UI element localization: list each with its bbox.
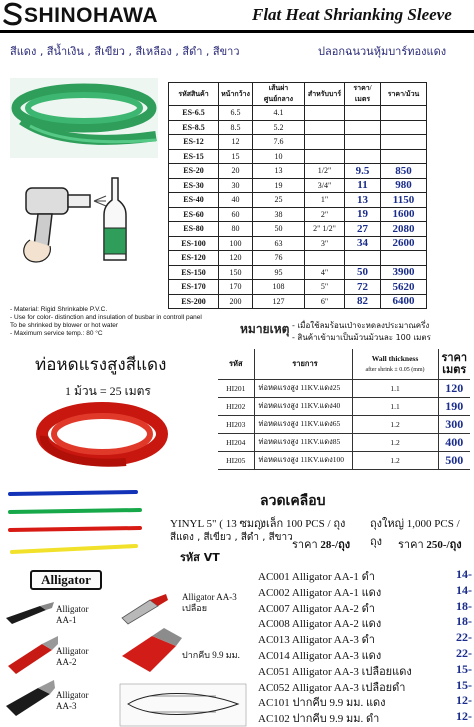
cell-price: 72 [345, 280, 381, 295]
cell-price [345, 251, 381, 266]
cell-width: 6.5 [219, 106, 253, 121]
cell-roll: 850 [381, 164, 427, 179]
hv-tube-table [218, 349, 470, 470]
cell-bus: 1/2" [305, 164, 345, 179]
cell-item: ท่อหดแรงสูง 11KV.แดง85 [254, 433, 352, 451]
cell-bus: 5" [305, 280, 345, 295]
item-price: 15- [456, 677, 472, 692]
cell-bus [305, 135, 345, 150]
cell-dia: 25 [253, 193, 305, 208]
list-item [258, 693, 472, 709]
cell-bus [305, 149, 345, 164]
cell-bus [305, 120, 345, 135]
list-item [258, 599, 472, 615]
cell-dia: 63 [253, 236, 305, 251]
cell-code: ES-8.5 [169, 120, 219, 135]
price-value: 250-/ถุง [426, 539, 462, 551]
note-line: - Use for color- distinction and insulation of busbar in controll panel [10, 314, 202, 321]
cell-code: ES-30 [169, 178, 219, 193]
col-price-meter-header: ราคา/เมตร [345, 83, 381, 106]
cell-width: 20 [219, 164, 253, 179]
cell-width: 200 [219, 294, 253, 309]
cell-code: HI201 [218, 379, 254, 397]
wire-code: รหัส VT [180, 551, 220, 564]
cell-width: 100 [219, 236, 253, 251]
label-aa3: Alligator AA-3 [56, 690, 89, 711]
cell-price: 120 [438, 379, 470, 397]
cell-roll [381, 251, 427, 266]
item-name: AC008 Alligator AA-2 แดง [258, 618, 382, 631]
cell-dia: 19 [253, 178, 305, 193]
remark-line: - สินค้าเข้ามาเป็นม้วนม้วนละ 100 เมตร [292, 333, 431, 342]
cell-price: 82 [345, 294, 381, 309]
cell-roll: 5620 [381, 280, 427, 295]
cell-code: ES-40 [169, 193, 219, 208]
brand-name: SHINOHAWA [24, 4, 159, 27]
cell-code: ES-100 [169, 236, 219, 251]
cell-roll: 1600 [381, 207, 427, 222]
label-aa1: Alligator AA-1 [56, 604, 89, 625]
cell-dia: 76 [253, 251, 305, 266]
item-price: 12- [456, 693, 472, 708]
cell-roll [381, 106, 427, 121]
remark-lines [292, 320, 431, 344]
list-item [258, 662, 472, 678]
item-name: AC051 Alligator AA-3 เปลือยแดง [258, 665, 412, 678]
sleeve-colors: สีแดง , สีน้ำเงิน , สีเขียว , สีเหลือง , สีดำ , สีขาว [10, 45, 240, 58]
item-name: AC052 Alligator AA-3 เปลือยดำ [258, 681, 406, 694]
cell-code: HI204 [218, 433, 254, 451]
cell-wall: 1.2 [352, 451, 438, 469]
cell-price: 27 [345, 222, 381, 237]
cell-dia: 7.6 [253, 135, 305, 150]
enamel-wire-title: ลวดเคลือบ [260, 493, 326, 509]
cell-roll [381, 120, 427, 135]
cell-price: 11 [345, 178, 381, 193]
table-row [218, 433, 470, 451]
cell-item: ท่อหดแรงสูง 11KV.แดง65 [254, 415, 352, 433]
cell-price: 400 [438, 433, 470, 451]
table-row [218, 415, 470, 433]
heat-gun-illustration [12, 170, 142, 274]
table-row [169, 106, 427, 121]
remark-label: หมายเหตุ [240, 322, 290, 336]
label-aa2: Alligator AA-2 [56, 646, 89, 667]
cell-price: 9.5 [345, 164, 381, 179]
list-item [258, 709, 472, 725]
cell-code: ES-200 [169, 294, 219, 309]
cell-price: 13 [345, 193, 381, 208]
red-tube-photo [36, 400, 176, 474]
cell-bus [305, 251, 345, 266]
wall-thickness-sub: after shrink ± 0.05 (mm) [365, 367, 425, 374]
cell-item: ท่อหดแรงสูง 11KV.แดง25 [254, 379, 352, 397]
cell-roll [381, 149, 427, 164]
cell-dia: 38 [253, 207, 305, 222]
list-item [258, 567, 472, 583]
item-price: 22- [456, 646, 472, 660]
cell-dia: 127 [253, 294, 305, 309]
material-notes [10, 306, 220, 338]
cell-width: 30 [219, 178, 253, 193]
cell-roll: 3900 [381, 265, 427, 280]
table-row [218, 451, 470, 469]
col-price-header: ราคา เมตร [438, 349, 470, 379]
remark-line: - เมื่อใช้ลมร้อนเป่าจะหดลงประมาณครึ่ง [292, 321, 430, 330]
cell-price: 34 [345, 236, 381, 251]
col-busbar-header: สำหรับบาร์ [305, 83, 345, 106]
label-clamp: ปากคีบ 9.9 มม. [182, 650, 240, 660]
cell-bus: 1" [305, 193, 345, 208]
cell-roll: 1150 [381, 193, 427, 208]
cell-item: ท่อหดแรงสูง 11KV.แดง100 [254, 451, 352, 469]
table-row [169, 178, 427, 193]
cell-dia: 95 [253, 265, 305, 280]
list-item [258, 630, 472, 646]
hv-tube-title: ท่อหดแรงสูงสีแดง [35, 355, 167, 375]
item-name: AC013 Alligator AA-3 ดำ [258, 634, 375, 647]
table-row [169, 120, 427, 135]
cell-code: HI202 [218, 397, 254, 415]
cell-dia: 5.2 [253, 120, 305, 135]
cell-bus: 2" 1/2" [305, 222, 345, 237]
item-name: AC007 Alligator AA-2 ดำ [258, 602, 375, 615]
cell-roll: 6400 [381, 294, 427, 309]
cell-roll: 2080 [381, 222, 427, 237]
header-divider [0, 30, 474, 33]
wall-thickness-label: Wall thickness [371, 354, 419, 364]
cell-price [345, 149, 381, 164]
cell-dia: 10 [253, 149, 305, 164]
product-title: Flat Heat Shrianking Sleeve [252, 5, 452, 24]
item-name: AC102 ปากคีบ 9.9 มม. ดำ [258, 713, 380, 726]
cell-code: HI203 [218, 415, 254, 433]
cell-width: 80 [219, 222, 253, 237]
cell-wall: 1.1 [352, 397, 438, 415]
cell-wall: 1.2 [352, 433, 438, 451]
small-bag-qty: ถุงเล็ก 100 PCS / ถุง [254, 518, 346, 530]
item-price: 18- [456, 598, 472, 613]
item-price: 12- [456, 709, 472, 724]
cell-width: 170 [219, 280, 253, 295]
table-row [169, 280, 427, 295]
cell-price: 190 [438, 397, 470, 415]
table-row [169, 236, 427, 251]
table-row [169, 265, 427, 280]
table-row [169, 135, 427, 150]
table-header-row [169, 83, 427, 106]
table-header-row [218, 349, 470, 379]
col-wall-header [352, 349, 438, 379]
wire-size: YINYL 5" ( 13 ซม. ) [170, 518, 264, 530]
cell-code: ES-6.5 [169, 106, 219, 121]
table-row [169, 164, 427, 179]
col-width-header: หน้ากว้าง [219, 83, 253, 106]
cell-price [345, 120, 381, 135]
list-item [258, 646, 472, 662]
note-line: - Maximum service temp.: 80 °C [10, 330, 103, 337]
table-row [169, 207, 427, 222]
price-label: ราคา [398, 539, 424, 551]
cell-bus: 4" [305, 265, 345, 280]
alligator-badge: Alligator [30, 570, 102, 590]
cell-price: 500 [438, 451, 470, 469]
cell-price: 19 [345, 207, 381, 222]
cell-wall: 1.2 [352, 415, 438, 433]
item-name: AC002 Alligator AA-1 แดง [258, 586, 382, 599]
cell-code: ES-170 [169, 280, 219, 295]
cell-width: 150 [219, 265, 253, 280]
cell-code: ES-12 [169, 135, 219, 150]
table-row [218, 397, 470, 415]
table-row [218, 379, 470, 397]
price-value: 28-/ถุง [320, 539, 351, 551]
cell-bus: 3" [305, 236, 345, 251]
cell-bus [305, 106, 345, 121]
cell-code: HI205 [218, 451, 254, 469]
col-code-header: รหัส [218, 349, 254, 379]
cell-roll: 980 [381, 178, 427, 193]
cell-width: 8.5 [219, 120, 253, 135]
cell-roll [381, 135, 427, 150]
cell-dia: 4.1 [253, 106, 305, 121]
item-price: 18- [456, 614, 472, 629]
green-sleeve-photo [10, 78, 158, 162]
cell-code: ES-120 [169, 251, 219, 266]
table-row [169, 193, 427, 208]
cell-dia: 108 [253, 280, 305, 295]
cell-bus: 6" [305, 294, 345, 309]
cell-wall: 1.1 [352, 379, 438, 397]
cell-item: ท่อหดแรงสูง 11KV.แดง40 [254, 397, 352, 415]
cell-roll: 2600 [381, 236, 427, 251]
price-label: ราคา [292, 539, 318, 551]
large-bag-price [398, 535, 462, 553]
cell-dia: 13 [253, 164, 305, 179]
note-line: To be shrinked by blower or hot water [10, 322, 119, 329]
cell-width: 12 [219, 135, 253, 150]
cell-bus: 3/4" [305, 178, 345, 193]
col-diameter-header: เส้นผ่าศูนย์กลาง [253, 83, 305, 106]
cell-width: 15 [219, 149, 253, 164]
cell-price [345, 135, 381, 150]
item-price: 15- [456, 661, 472, 676]
cell-code: ES-150 [169, 265, 219, 280]
enamel-wire-photo [8, 488, 158, 564]
list-item [258, 678, 472, 694]
cell-price: 300 [438, 415, 470, 433]
sleeve-description: ปลอกฉนวนหุ้มบาร์ทองแดง [318, 45, 447, 58]
col-code-header: รหัสสินค้า [169, 83, 219, 106]
table-row [169, 149, 427, 164]
list-item [258, 614, 472, 630]
cell-code: ES-15 [169, 149, 219, 164]
cell-price [345, 106, 381, 121]
item-name: AC014 Alligator AA-3 แดง [258, 650, 382, 662]
note-line: - Material: Rigid Shrinkable P.V.C. [10, 306, 108, 313]
item-price: 22- [456, 630, 472, 645]
item-price: 14- [456, 582, 472, 597]
cell-dia: 50 [253, 222, 305, 237]
item-name: AC101 ปากคีบ 9.9 มม. แดง [258, 697, 386, 710]
large-bag-qty: ถุงใหญ่ 1,000 PCS / ถุง [370, 518, 460, 548]
hv-tube-roll: 1 ม้วน = 25 เมตร [65, 384, 151, 398]
cell-code: ES-20 [169, 164, 219, 179]
small-bag-price [292, 535, 350, 553]
cell-width: 60 [219, 207, 253, 222]
table-row [169, 222, 427, 237]
cell-bus: 2" [305, 207, 345, 222]
cell-width: 120 [219, 251, 253, 266]
cell-price: 50 [345, 265, 381, 280]
cell-code: ES-60 [169, 207, 219, 222]
sleeve-spec-table [168, 82, 427, 309]
brand-logo-icon [2, 2, 24, 30]
list-item [258, 583, 472, 599]
cell-code: ES-80 [169, 222, 219, 237]
col-price-roll-header: ราคา/ม้วน [381, 83, 427, 106]
item-name: AC001 Alligator AA-1 ดำ [258, 571, 375, 583]
cell-width: 40 [219, 193, 253, 208]
col-item-header: รายการ [254, 349, 352, 379]
item-price: 14- [456, 567, 472, 581]
table-row [169, 251, 427, 266]
wire-colors: สีแดง , สีเขียว , สีดำ , สีขาว [170, 532, 293, 543]
label-aa3-bare: Alligator AA-3 เปลือย [182, 592, 237, 613]
